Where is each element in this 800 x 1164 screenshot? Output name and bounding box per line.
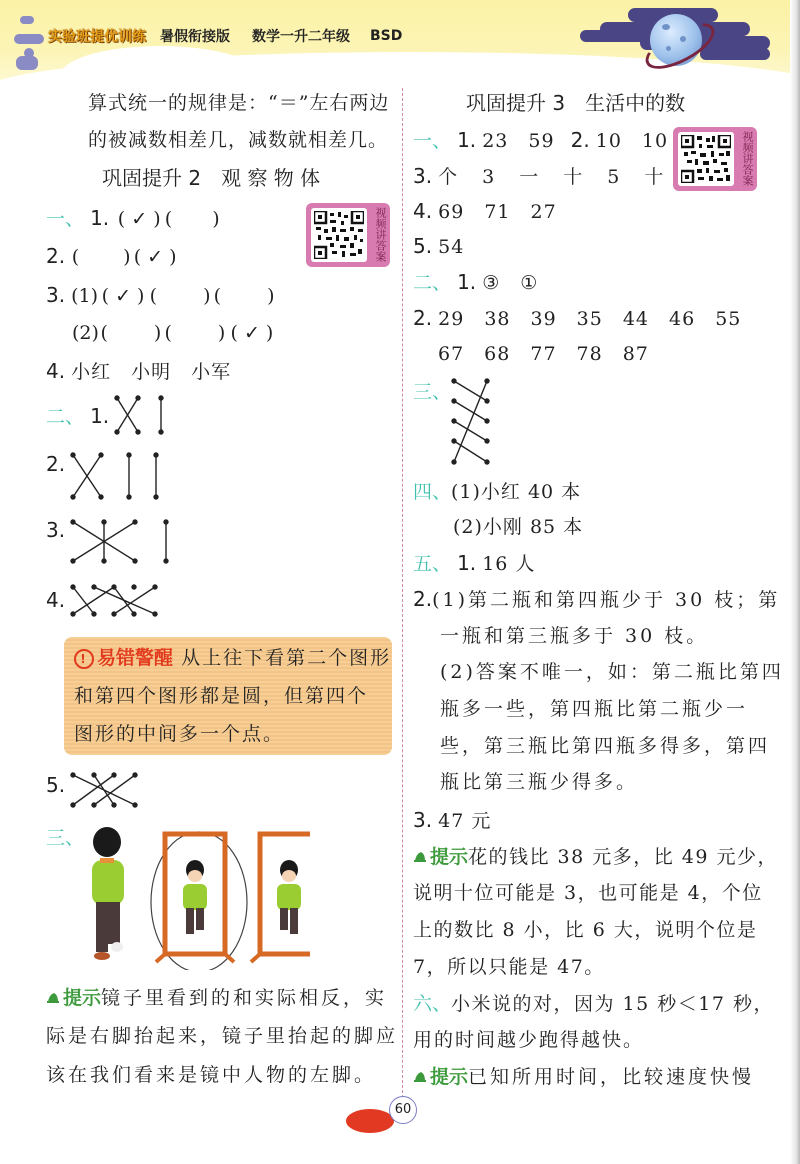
answer-text: 小米说的对，因为 15 秒＜17 秒，	[451, 993, 774, 1015]
question-number: 3.	[46, 283, 66, 307]
warning-box	[64, 637, 392, 755]
matching-lines-diagram	[448, 376, 494, 468]
edition: 暑假衔接版	[160, 29, 230, 45]
question-row	[413, 587, 780, 612]
answer-text: 瓶比第三瓶少得多。	[440, 771, 639, 793]
answer-text: 23 59	[482, 130, 555, 152]
question-row	[46, 404, 109, 429]
answer-text: 瓶多一些，第四瓶比第二瓶少一	[440, 698, 749, 720]
bell-icon	[46, 991, 60, 1005]
question-row	[413, 808, 491, 833]
answer-text: 10 10	[595, 130, 669, 152]
mirror-right	[251, 834, 310, 962]
intro-text-line: 算式统一的规律是：“＝”左右两边	[88, 92, 390, 114]
tip-line	[46, 986, 387, 1010]
question-row	[46, 588, 65, 613]
bell-icon	[413, 850, 427, 864]
boy-back-figure	[92, 827, 124, 960]
brand-name: 实验班提优训练	[48, 29, 146, 45]
question-row: 2. ( ) ( ✓ )	[46, 244, 177, 268]
column-divider	[402, 88, 403, 1098]
question-row	[46, 359, 231, 384]
question-number: 1.	[457, 551, 477, 575]
part-number: 三、	[413, 381, 452, 403]
part-number: 一、	[46, 208, 85, 230]
answer-mark: ✓	[115, 285, 132, 307]
part-number: 一、	[413, 130, 452, 152]
submarine-icon	[346, 1109, 394, 1133]
sub-question-label: (1)	[71, 285, 99, 307]
part-number: 三、	[46, 827, 85, 849]
answer-mark: ✓	[131, 208, 148, 230]
page-number: 60	[389, 1096, 417, 1124]
question-row	[413, 234, 464, 259]
answer-mark: ✓	[243, 322, 260, 344]
answer-text: 16 人	[482, 553, 536, 575]
subject-grade: 数学一升二年级	[252, 29, 350, 45]
question-row	[413, 270, 538, 295]
question-number: 4.	[46, 359, 66, 383]
question-number: 4.	[46, 588, 66, 612]
answer-text: 67 68 77 78 87	[438, 343, 649, 365]
question-row	[413, 164, 666, 189]
tip-tag: 提示	[430, 1066, 469, 1088]
question-number: 2.	[413, 306, 433, 330]
tip-text: 镜子里看到的和实际相反，实	[101, 987, 388, 1009]
answer-text: 69 71 27	[438, 201, 557, 223]
intro-text-line: 的被减数相差几，减数就相差几。	[88, 129, 389, 151]
part-number: 五、	[413, 553, 452, 575]
tip-tag: 提示	[430, 846, 469, 868]
answer-mark: ✓	[147, 246, 164, 268]
question-row: 一、 1. ( ✓ ) ( )	[46, 206, 220, 230]
question-row	[453, 515, 583, 539]
section-title: 巩固提升 2 观 察 物 体	[102, 166, 321, 190]
question-row	[46, 518, 65, 543]
question-number: 5.	[413, 234, 433, 258]
qr-code-icon	[678, 132, 734, 186]
warning-text-line: 和第四个图形都是圆，但第四个	[74, 685, 369, 707]
part-number: 六、	[413, 993, 452, 1015]
question-row	[413, 992, 774, 1016]
matching-lines-diagram-5	[68, 770, 148, 810]
qr-label: 视频讲答案	[374, 207, 387, 262]
answer-text: 一瓶和第三瓶多于 30 枝。	[440, 625, 709, 647]
page-edge-shadow	[790, 0, 800, 1164]
sub-question-label: (2)	[72, 322, 99, 344]
question-row	[46, 452, 65, 477]
question-number: 1.	[457, 270, 477, 294]
answer-text: (2)小刚 85 本	[453, 516, 584, 538]
answer-text: (1)第二瓶和第四瓶少于 30 枝；第	[432, 589, 781, 611]
tip-line: 该在我们看来是镜中人物的左脚。	[46, 1064, 377, 1086]
qr-label: 视频讲答案	[741, 131, 754, 186]
header-wave	[60, 46, 260, 80]
question-row	[413, 306, 741, 331]
question-number: 2.	[413, 587, 433, 611]
matching-lines-diagram-4	[68, 583, 168, 619]
question-number: 3.	[46, 518, 66, 542]
question-row	[413, 551, 535, 576]
question-row: (2)( ) ( ) ( ✓ )	[72, 322, 274, 344]
answer-text: 用的时间越少跑得越快。	[413, 1029, 645, 1051]
answer-text: 小红 小明 小军	[71, 361, 232, 383]
exclamation-icon: !	[74, 649, 94, 669]
answer-text: 个 3 一 十 5 十	[438, 166, 667, 188]
answer-text: 29 38 39 35 44 46 55	[438, 308, 742, 330]
question-row	[413, 480, 581, 504]
question-number: 1.	[90, 404, 110, 428]
warning-text-line: 从上往下看第二个图形	[181, 647, 392, 669]
question-row	[413, 380, 451, 404]
tip-line: 际是右脚抬起来，镜子里抬起的脚应	[46, 1025, 399, 1047]
tip-line	[413, 845, 778, 869]
answer-text: (2)答案不唯一，如：第二瓶比第四	[440, 661, 784, 683]
part-number: 二、	[46, 406, 85, 428]
tip-tag: 提示	[63, 987, 102, 1009]
question-number: 3.	[413, 164, 433, 188]
matching-lines-diagram-1	[110, 395, 170, 437]
warning-tag: 易错警醒	[97, 647, 174, 669]
qr-code-icon	[311, 208, 367, 262]
header-title	[48, 26, 402, 46]
question-number: 2.	[46, 452, 66, 476]
question-row	[46, 826, 84, 850]
mirror-left	[156, 834, 234, 962]
question-number: 2.	[46, 244, 66, 268]
answer-text: (1)小红 40 本	[451, 481, 582, 503]
tip-text: 已知所用时间，比较速度快慢	[468, 1066, 755, 1088]
question-row	[413, 128, 668, 153]
tip-text: 花的钱比 38 元多，比 49 元少，	[468, 846, 779, 868]
part-number: 二、	[413, 272, 452, 294]
answer-text: 54	[438, 236, 465, 258]
matching-lines-diagram-3	[68, 518, 178, 568]
version: BSD	[370, 28, 403, 44]
tip-line	[413, 1065, 754, 1089]
question-row	[46, 773, 65, 798]
question-row	[438, 342, 649, 366]
section-title: 巩固提升 3 生活中的数	[466, 91, 686, 115]
page-header	[0, 0, 800, 80]
question-number: 5.	[46, 773, 66, 797]
qr-code-video[interactable]	[306, 203, 390, 267]
question-number: 2.	[570, 128, 590, 152]
question-row	[413, 199, 557, 224]
tip-line: 上的数比 8 小，比 6 大，说明个位是	[413, 919, 758, 941]
question-row: 3. (1) ( ✓ ) ( ) ( )	[46, 283, 275, 307]
bell-icon	[413, 1070, 427, 1084]
tip-line: 7，所以只能是 47。	[413, 956, 605, 978]
question-number: 1.	[457, 128, 477, 152]
answer-text: 些，第三瓶比第四瓶多得多，第四	[440, 735, 771, 757]
tip-line: 说明十位可能是 3，也可能是 4，个位	[413, 882, 763, 904]
question-number: 3.	[413, 808, 433, 832]
part-number: 四、	[413, 481, 452, 503]
matching-lines-diagram-2	[68, 450, 168, 502]
question-number: 4.	[413, 199, 433, 223]
question-number: 1.	[90, 206, 110, 230]
mirror-boy-illustration	[80, 820, 310, 970]
answer-text: 47 元	[438, 810, 492, 832]
warning-text-line: 图形的中间多一个点。	[74, 723, 285, 745]
answer-text: ③ ①	[482, 272, 539, 294]
qr-code-video[interactable]	[673, 127, 757, 191]
